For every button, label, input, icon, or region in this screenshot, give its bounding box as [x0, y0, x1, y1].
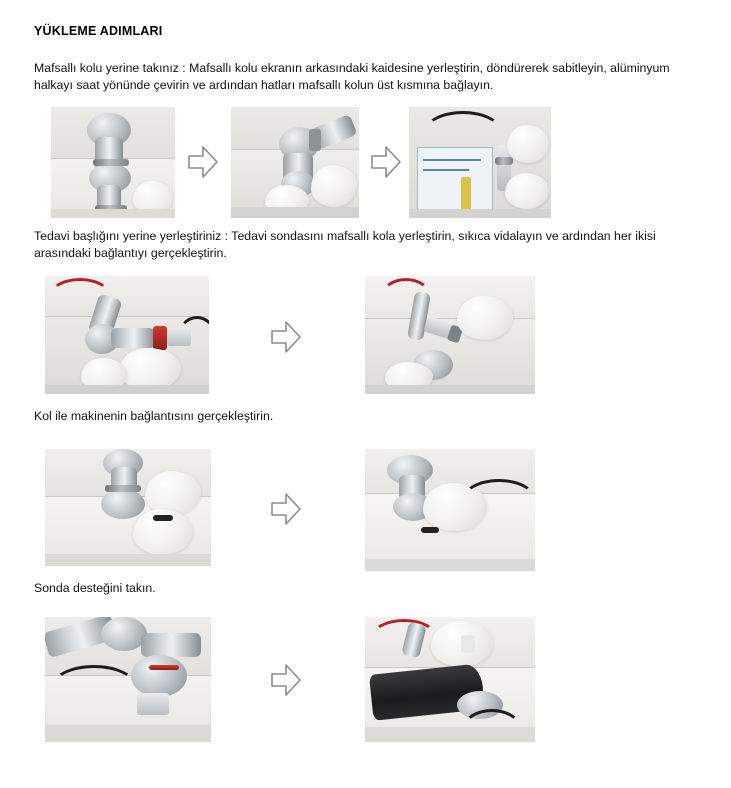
step-arrow-1: [186, 142, 220, 182]
step-arrow-3: [269, 317, 303, 357]
figure-treatment-probe-insert: [45, 276, 209, 394]
figure-articulated-arm-cable-connect: [409, 107, 551, 218]
figure-arm-machine-connection-done: [365, 449, 535, 571]
figure-articulated-arm-rotate-lock: [231, 107, 359, 218]
instruction-paragraph-2: Tedavi başlığını yerine yerleştiriniz : Tedavi sondasını mafsallı kola yerleştirin, sıkıca vidalayın ve ardından her ikisi arasındaki bağlantıyı gerçekleştirin.: [34, 229, 656, 260]
instruction-paragraph-3: Kol ile makinenin bağlantısını gerçekleştirin.: [34, 409, 274, 423]
instruction-paragraph-4: Sonda desteğini takın.: [34, 581, 156, 595]
step-arrow-5: [269, 660, 303, 700]
figure-articulated-arm-base-mount: [51, 107, 175, 218]
instruction-paragraph-1: Mafsallı kolu yerine takınız : Mafsallı kolu ekranın arkasındaki kaidesine yerleştirin, döndürerek sabitleyin, alüminyum halkayı saat yönünde çevirin ve ardından hatları mafsallı kolun üst kısmına bağlayın.: [34, 61, 670, 92]
step-arrow-4: [269, 489, 303, 529]
page-title: YÜKLEME ADIMLARI: [34, 24, 163, 38]
figure-probe-holder-installed: [365, 617, 535, 742]
step-arrow-2: [369, 142, 403, 182]
figure-treatment-probe-screwed: [365, 276, 535, 394]
figure-probe-holder-mount: [45, 617, 211, 742]
figure-arm-machine-connection-start: [45, 449, 211, 566]
